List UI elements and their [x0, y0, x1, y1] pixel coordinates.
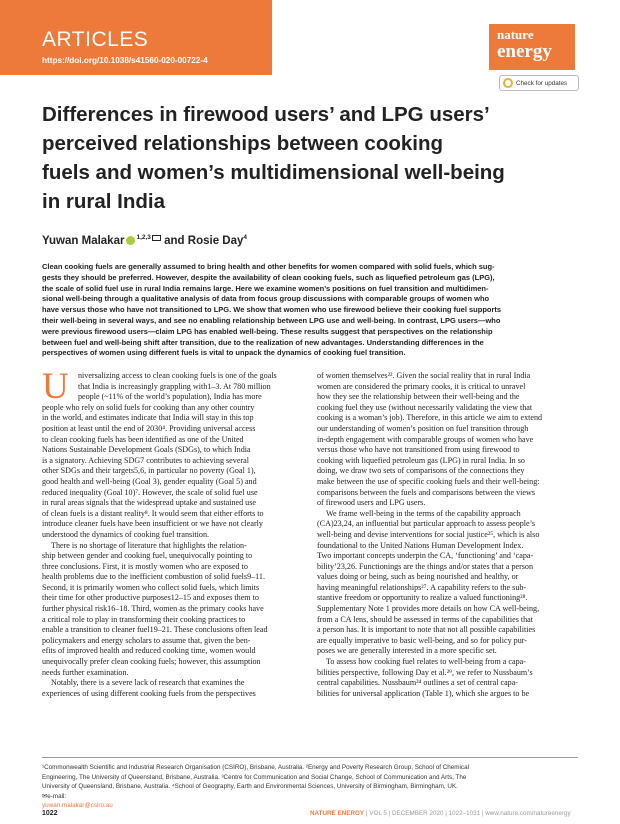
body-line: in the world, and estimates indicate that India will stay in this top: [42, 413, 254, 423]
orcid-icon[interactable]: [126, 236, 135, 245]
affiliation-line: Engineering, The University of Queensland, Brisbane, Australia. ³Centre for Communication and Social Change, School of Communication and Arts, The: [42, 773, 467, 781]
body-line: is a signatory. Achieving SDG7 contributes to achieving several: [42, 455, 249, 465]
author-name[interactable]: Rosie Day: [187, 234, 244, 247]
section-label: ARTICLES: [42, 28, 149, 51]
body-line: doing, we draw two sets of comparisons of the connections they: [317, 466, 525, 476]
check-updates-label: Check for updates: [516, 79, 568, 87]
body-line: We frame well-being in the terms of the capability approach: [326, 508, 521, 518]
affiliation-line: University of Queensland, Brisbane, Australia. ⁴School of Geography, Earth and Environmental Sciences, University of Birmingham, Birmingham, UK.: [42, 783, 458, 791]
body-line: niversalizing access to clean cooking fuels is one of the goals: [78, 371, 277, 380]
body-line: needs further examination.: [42, 667, 129, 677]
body-line: make between the use of specific cooking fuels and their well-being:: [317, 476, 540, 486]
body-line: There is no shortage of literature that highlights the relation-: [51, 540, 247, 550]
body-line: cooking is a woman’s job). Therefore, in this article we aim to extend: [317, 413, 543, 423]
journal-logo-line1: nature: [497, 27, 534, 42]
author-line: [42, 234, 247, 247]
body-line: Two important concepts underpin the CA, ‘functioning’ and ‘capa-: [317, 551, 534, 561]
body-line: central capabilities. Nussbaum²⁴ outlines a set of central capa-: [317, 678, 518, 688]
body-line: three conclusions. First, it is mostly women who are exposed to: [42, 561, 248, 571]
body-line: (CA)23,24, an influential but particular approach to assess people’s: [317, 519, 536, 529]
body-line: people (~11% of the world’s population), India has more: [78, 392, 262, 402]
body-line: health problems due to the inefficient combustion of solid fuels9–11.: [42, 572, 265, 582]
body-line: position at least until the end of 2030⁴. Providing universal access: [42, 423, 256, 433]
body-line: ship between gender and cooking fuel, unequivocally pointing to: [42, 551, 253, 561]
footer-issue[interactable]: | VOL 5 | DECEMBER 2020 | 1022–1031 | www.nature.com/natureenergy: [364, 810, 571, 817]
author-affiliation: 1,2,3: [136, 234, 151, 241]
article-title: [42, 100, 562, 216]
body-line: policymakers and energy scholars to assume that, given the ben-: [42, 635, 251, 645]
body-line: enable a transition to cleaner fuel19–21. These conclusions often lead: [42, 625, 268, 635]
body-line: stantive freedom or opportunity to realize a valued functioning²⁸.: [317, 593, 528, 603]
mail-icon[interactable]: [152, 235, 161, 241]
journal-logo[interactable]: [489, 24, 575, 70]
journal-logo-line2: energy: [497, 41, 552, 62]
author-name[interactable]: Yuwan Malakar: [42, 234, 125, 247]
body-line: reduced inequality (Goal 10)⁷. However, the scale of solid fuel use: [42, 487, 258, 497]
abstract-line: gests they should be preferred. However, despite the availability of clean cooking fuels, such as liquefied petroleum gas (LPG),: [42, 272, 495, 282]
abstract-line: the scale of solid fuel use in rural India remains large. Here we examine women’s positions on fuel transition and multidimen-: [42, 283, 489, 293]
abstract-line: have versus those who have not transitioned to LPG. We show that women who use firewood believe their cooking fuel supports: [42, 305, 502, 315]
email-link[interactable]: yuwan.malakar@csiro.au: [42, 802, 113, 810]
body-column-left: [42, 366, 302, 699]
abstract-line: were previous firewood users—claim LPG has enabled well-being. These results suggest that perspectives on the relationship: [42, 326, 493, 336]
body-line: bilities perspective, following Day et al.²⁹, we refer to Nussbaum’s: [317, 667, 533, 677]
body-line: of clean fuels is a distant reality⁸. It would seem that either efforts to: [42, 508, 264, 518]
body-line: their time for other productive purposes12–15 and exposes them to: [42, 593, 259, 603]
email-label: ✉e-mail:: [42, 792, 67, 800]
body-line: values doing or being, such as being nourished and healthy, or: [317, 572, 519, 582]
body-line: in rural areas signals that the widespread uptake and sustained use: [42, 498, 256, 508]
doi-link[interactable]: https://doi.org/10.1038/s41560-020-00722-4: [42, 56, 208, 65]
title-line: perceived relationships between cooking: [42, 132, 444, 155]
body-line: other SDGs and their targets5,6, in particular no poverty (Goal 1),: [42, 466, 256, 476]
body-line: good health and well-being (Goal 3), gender equality (Goal 5) and: [42, 476, 257, 486]
body-line: are equally imperative to basic well-being, and so for policy pur-: [317, 635, 527, 645]
body-line: of women themselves²². Given the social reality that in rural India: [317, 371, 531, 380]
body-line: our understanding of women’s position on fuel transition through: [317, 423, 529, 433]
body-line: having meaningful relationships²⁷. A capability refers to the sub-: [317, 582, 527, 592]
footer-citation: [310, 810, 571, 817]
affiliations: [42, 763, 582, 811]
affiliation-line: ¹Commonwealth Scientific and Industrial Research Organisation (CSIRO), Brisbane, Australia. ²Energy and Poverty Research Group, School of Chemical: [42, 764, 469, 771]
abstract-line: their well-being in several ways, and see no enabling relationship between LPG use and well-being. In contrast, LPG users—who: [42, 315, 501, 325]
body-line: comparisons between the fuels and comparisons between the views: [317, 487, 536, 497]
abstract-line: Clean cooking fuels are generally assumed to bring health and other benefits for women compared with solid fuels, which sug-: [42, 262, 495, 271]
body-line: poses we are generally interested in a more specific set.: [317, 646, 497, 656]
title-line: Differences in firewood users’ and LPG users’: [42, 103, 490, 126]
title-line: in rural India: [42, 190, 166, 213]
drop-cap: U: [42, 366, 69, 407]
body-line: a person has. It is important to note that not all possible capabilities: [317, 625, 536, 635]
body-line: To assess how cooking fuel relates to well-being from a capa-: [326, 657, 526, 667]
body-line: in-depth engagement with comparable groups of women who have: [317, 434, 534, 444]
body-line: versus those who have not transitioned from using firewood to: [317, 445, 520, 455]
body-line: of firewood users and LPG users.: [317, 498, 426, 508]
body-line: cooking fuel they use (without necessarily validating the view that: [317, 402, 533, 412]
body-line: to clean cooking fuels has been identified as one of the United: [42, 434, 244, 444]
body-line: further physical risk16–18. Third, women as the primary cooks have: [42, 604, 264, 614]
abstract-line: sional well-being through a qualitative analysis of data from focus group discussions with comparable groups of women who: [42, 294, 490, 304]
body-line: unequivocally prefer clean cooking fuels; however, this assumption: [42, 657, 261, 667]
abstract-line: perspectives of women using different fuels is vital to unpack the dynamics of cooking fuel transition.: [42, 348, 406, 358]
body-line: from a CA lens, should be assessed in terms of the capabilities that: [317, 614, 534, 624]
author-conjunction: and: [160, 234, 188, 247]
body-line: how they see the relationship between their well-being and the: [317, 392, 520, 402]
abstract: [42, 262, 578, 359]
footnote-divider: [42, 757, 578, 758]
body-line: people who rely on solid fuels for cooking than any other country: [42, 402, 255, 412]
body-line: Notably, there is a severe lack of research that examines the: [51, 678, 245, 688]
body-line: bility’23,26. Functionings are the things and/or states that a person: [317, 561, 534, 571]
page-number: 1022: [42, 810, 58, 817]
body-line: experiences of using different cooking fuels from the perspectives: [42, 688, 256, 698]
update-icon: [503, 78, 513, 88]
body-line: bilities for universal application (Table 1), which she argues to be: [317, 688, 530, 698]
email-line: [42, 792, 582, 811]
author-affiliation: 4: [243, 234, 248, 241]
abstract-line: between fuel and well-being shift after transition, due to the realization of new advantages. Understanding differences in the: [42, 337, 484, 347]
body-line: understood the dynamics of cooking fuel transition.: [42, 529, 210, 539]
body-line: women are considered the primary cooks, it is critical to unravel: [317, 381, 526, 391]
body-column-right: [317, 371, 577, 699]
title-line: fuels and women’s multidimensional well-being: [42, 161, 505, 184]
body-line: cooking with liquefied petroleum gas (LPG) in rural India. In so: [317, 455, 525, 465]
footer-journal-name: NATURE ENERGY: [310, 810, 365, 817]
check-updates-button[interactable]: [499, 75, 579, 91]
body-line: foundational to the United Nations Human Development Index.: [317, 540, 524, 550]
body-line: a critical role to play in transforming their cooking practices to: [42, 614, 246, 624]
body-line: Supplementary Note 1 provides more details on how CA well-being,: [317, 604, 540, 614]
body-line: well-being and devise interventions for social justice²⁵, which is also: [317, 529, 540, 539]
body-line: that India is increasingly grappling with1–3. At 780 million: [78, 381, 271, 391]
body-line: Nations Sustainable Development Goals (SDGs), to which India: [42, 445, 251, 455]
body-line: introduce cleaner fuels have been insufficient or we have not clearly: [42, 519, 263, 529]
body-line: efits of improved health and reduced cooking time, women would: [42, 646, 256, 656]
body-line: Second, it is primarily women who collect solid fuels, which limits: [42, 582, 260, 592]
